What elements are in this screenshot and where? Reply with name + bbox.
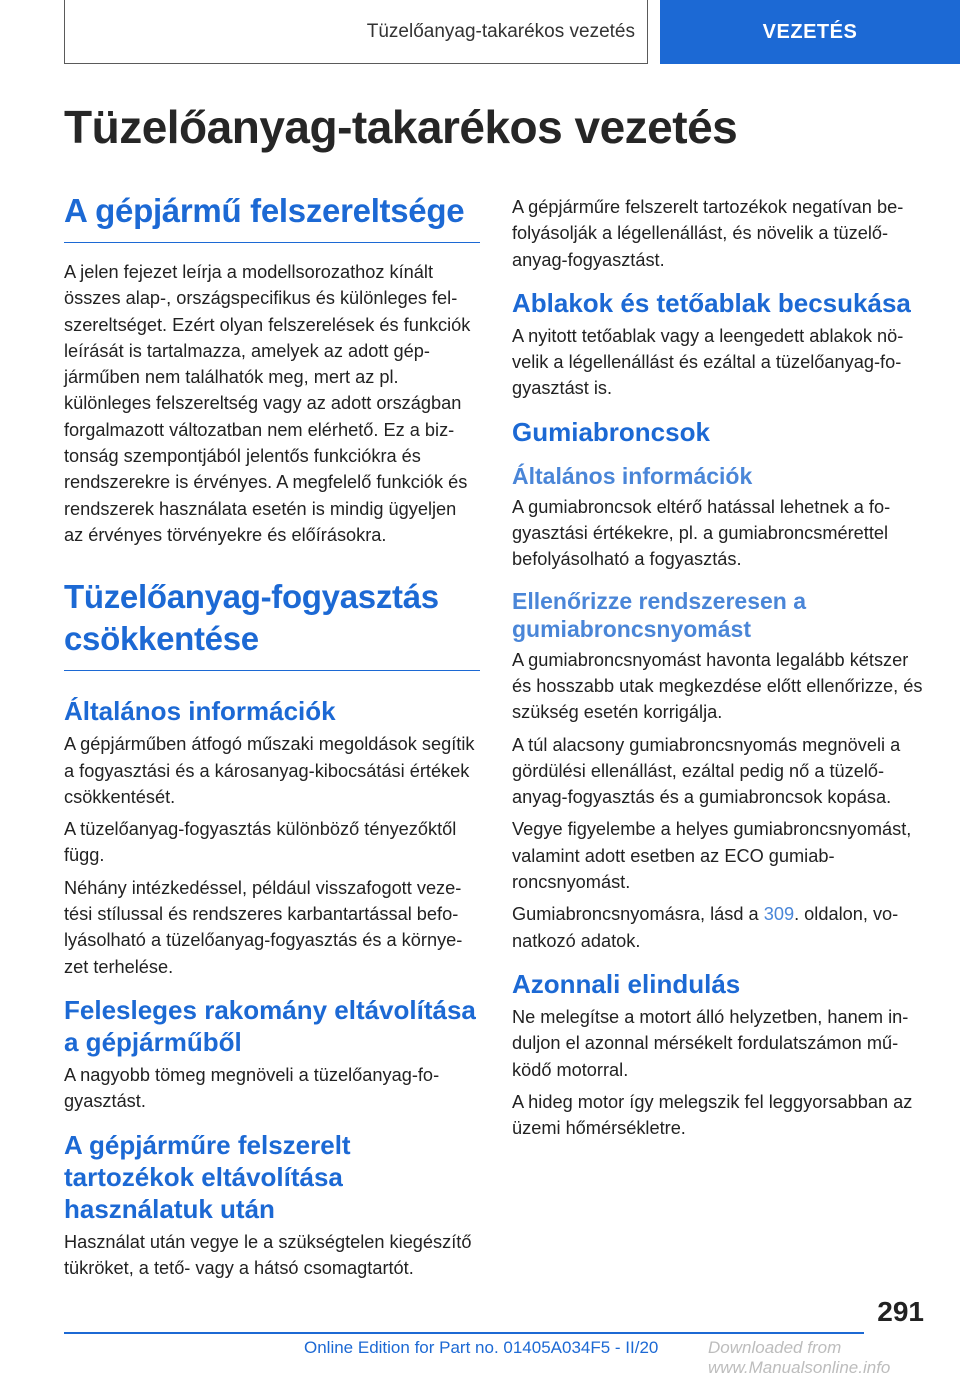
page-number: 291 (877, 1296, 924, 1327)
subheading-tyres-general-info: Általános információk (512, 462, 753, 489)
paragraph: Ne melegítse a motort álló helyzetben, hanem induljon el azonnal mérsékelt fordulatszámon működő motorral. (512, 1006, 909, 1080)
chapter-tab[interactable] (660, 0, 960, 64)
chapter-label: VEZETÉS (762, 20, 858, 43)
subheading-general-info: Általános információk (64, 696, 336, 727)
subheading-tyres: Gumiabroncsok (512, 416, 710, 447)
edition-text: Online Edition for Part no. 01405A034F5 - II/20 (304, 1338, 659, 1357)
left-column (64, 190, 480, 1287)
paragraph: A gumiabroncsnyomást havonta legalább kétszer és hosszabb utak megkezdése előtt ellenőrizze, és szükség esetén korrigálja. (512, 649, 923, 723)
subheading-remove-accessories: A gépjárműre felszerelt tartozékok eltávolítása használatuk után (64, 1129, 351, 1224)
right-column (512, 194, 928, 1147)
paragraph: Néhány intézkedéssel, például visszafogott vezetési stílussal és rendszeres karbantartással befolyásolható a tüzelőanyag-fogyasztás és a környezet terhelése. (64, 877, 463, 977)
watermark: Downloaded from www.Manualsonline.info (708, 1338, 891, 1377)
paragraph: A gépjárműre felszerelt tartozékok negatívan befolyásolják a légellenállást, és növelik a tüzelőanyag-fogyasztást. (512, 197, 904, 270)
page-reference-link[interactable]: 309 (763, 904, 795, 925)
subheading-drive-off-immediately: Azonnali elindulás (512, 968, 741, 999)
paragraph: A gépjárműben átfogó műszaki megoldások segítik a fogyasztási és a károsanyag-kibocsátási értékek csökkentését. (64, 734, 475, 807)
paragraph: Vegye figyelembe a helyes gumiabroncsnyomást, valamint adott esetben az ECO gumiabroncsnyomást. (512, 819, 912, 893)
paragraph: A nagyobb tömeg megnöveli a tüzelőanyag-fogyasztást. (64, 1064, 440, 1112)
section-title: Tüzelőanyag-takarékos vezetés (366, 20, 635, 42)
paragraph: A túl alacsony gumiabroncsnyomás megnöveli a gördülési ellenállást, ezáltal pedig nő a tüzelőanyag-fogyasztás és a gumiabroncsok kopása. (512, 734, 901, 808)
subheading-remove-load: Felesleges rakomány eltávolítása a gépjárműből (64, 994, 476, 1057)
paragraph: Használat után vegye le a szükségtelen kiegészítő tükröket, a tető- vagy a hátsó csomagtartót. (64, 1231, 472, 1278)
paragraph: A nyitott tetőablak vagy a leengedett ablakok növelik a légellenállást és ezáltal a tüzelőanyag-fogyasztást is. (512, 325, 904, 399)
page-title: Tüzelőanyag-takarékos vezetés (64, 101, 738, 153)
footer-divider (64, 1332, 864, 1334)
subheading-check-tyre-pressure: Ellenőrizze rendszeresen a gumiabroncsnyomást (512, 587, 807, 642)
paragraph: A jelen fejezet leírja a modellsorozathoz kínált összes alap-, országspecifikus és különleges felszereltséget. Ezért olyan felszerelések és funkciók leírását is tartalmazza, amelyek az adott gépjárműben nem találhatók meg, mert az pl. különleges felszereltség vagy az adott országban forgalmazott változatban nem elérhető. Ez a biztonság szempontjából jelentős funkciókra és rendszerekre is érvényes. A megfelelő funkciók és rendszerek használata esetén is mindig ügyeljen az érvényes törvényekre és előírásokra. (64, 262, 471, 545)
text: Gumiabroncsnyomásra, lásd a (512, 904, 764, 925)
heading-vehicle-equipment: A gépjármű felszereltsége (64, 190, 480, 243)
text: . oldalon, vonatkozó adatok. (512, 904, 899, 951)
paragraph-with-link (512, 901, 928, 954)
subheading-close-windows: Ablakok és tetőablak becsukása (512, 287, 911, 318)
paragraph: A hideg motor így melegszik fel leggyorsabban az üzemi hőmérsékletre. (512, 1091, 913, 1139)
paragraph: A gumiabroncsok eltérő hatással lehetnek a fogyasztási értékekre, pl. a gumiabroncsmérettel befolyásolható a fogyasztás. (512, 496, 891, 570)
running-header-section (64, 0, 648, 64)
paragraph: A tüzelőanyag-fogyasztás különböző tényezőktől függ. (64, 819, 457, 866)
heading-fuel-consumption-reduction: Tüzelőanyag-fogyasztás csökkentése (64, 576, 480, 671)
